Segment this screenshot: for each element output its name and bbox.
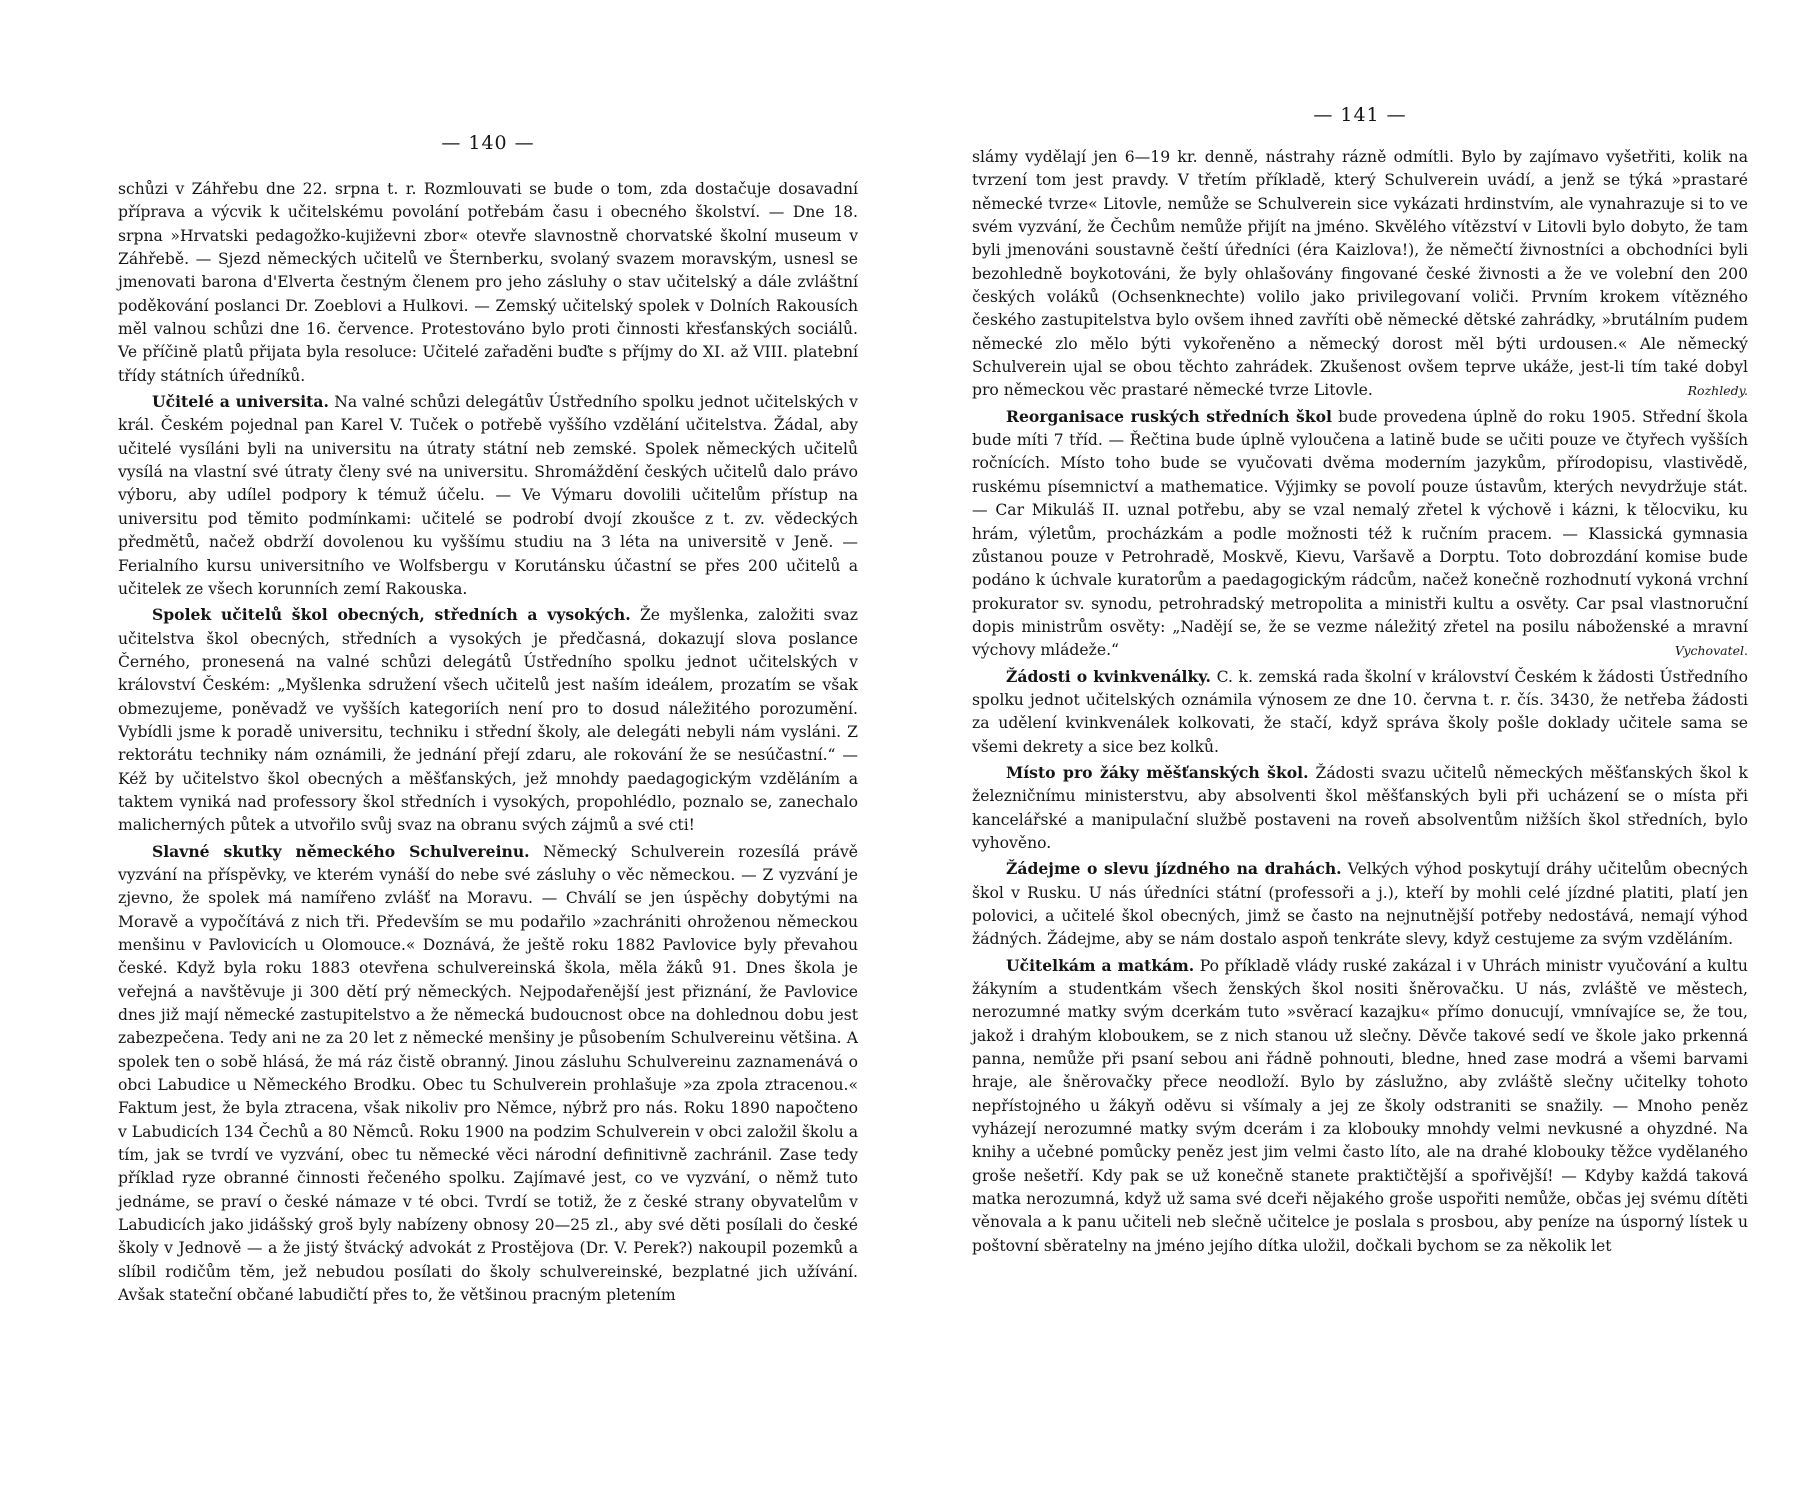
paragraph <box>118 390 858 601</box>
paragraph <box>972 146 1748 403</box>
page-text <box>972 146 1748 1258</box>
paragraph <box>972 857 1748 951</box>
paragraph-heading: Žádosti o kvinkvenálky. <box>1006 666 1211 686</box>
paragraph-heading: Učitelé a universita. <box>152 392 329 412</box>
paragraph-text: bude provedena úplně do roku 1905. Střední škola bude míti 7 tříd. — Řečtina bude úplně vyloučena a latině bude se učiti pouze ve čtyřech vyšších ročnících. Místo toho bude se vyučovati dvěma moderním jazykům, přírodopisu, vlastivědě, ruskému písemnictví a mathematice. Výjimky se povolí pouze ústavům, kterých nevydržuje stát. — Car Mikuláš II. uznal potřebu, aby se vzal nemalý zřetel k výchově i kázni, k tělocviku, ku hrám, výletům, procházkám a podle možnosti též k ručním pracem. — Klassická gymnasia zůstanou pouze v Petrohradě, Moskvě, Kievu, Varšavě a Dorptu. Toto dobrozdání komise bude podáno k úchvale kuratorům a paedagogickým rádcům, načež konečně rozhodnutí vykoná vrchní prokurator sv. synodu, petrohradský metropolita a ministři kultu a osvěty. Car psal vlastnoruční dopis ministrům osvěty: „Nadějí se, že se vezme náležitý zřetel na posilu náboženské a mravní výchovy mládeže.“ <box>972 407 1749 660</box>
source-citation: Vychovatel. <box>1674 643 1748 659</box>
paragraph <box>972 761 1748 855</box>
paragraph-text: C. k. zemská rada školní v království Českém k žádosti Ústředního spolku jednot učitelských oznámila výnosem ze dne 10. června t. r. čís. 3430, že netřeba žádosti za udělení kvinkvenálek kolkovati, že stačí, když správa školy pošle doklady učitele sama se všemi dekrety a sice bez kolků. <box>972 667 1748 756</box>
paragraph-heading: Místo pro žáky měšťanských škol. <box>1006 762 1309 782</box>
paragraph-text: schůzi v Záhřebu dne 22. srpna t. r. Rozmlouvati se bude o tom, zda dostačuje dosavadní příprava a výcvik k učitelskému povolání potřebám času i obecného školství. — Dne 18. srpna »Hrvatski pedagožko-kujiževni zbor« otevře slavnostně chorvatské školní museum v Záhřebě. — Sjezd německých učitelů ve Šternberku, svolaný svazem moravským, usnesl se jmenovati barona d'Elverta čestným členem pro jeho zásluhy o stav učitelský a dále zvláštní poděkování poslanci Dr. Zoeblovi a Hulkovi. — Zemský učitelský spolek v Dolních Rakousích měl valnou schůzi dne 16. července. Protestováno bylo proti činnosti křesťanských sociálů. Ve příčině platů přijata byla resoluce: Učitelé zařaděni buďte s příjmy do XI. až VIII. platební třídy státních úředníků. <box>118 180 858 385</box>
paragraph-text: Po příkladě vlády ruské zakázal i v Uhrách ministr vyučování a kultu žákyním a studentkám všech ženských škol nositi šněrovačku. U nás, zvláště ve městech, nerozumné matky svým dcerkám tuto »svěrací kazajku« přímo donucují, vmnívajíce se, že tou, jakož i drahým kloboukem, se z nich stanou už slečny. Děvče takové sedí ve škole jako prkenná panna, nemůže při psaní sebou ani řádně pohnouti, bledne, hned zase modrá a všemi barvami hraje, ale šněrovačky přece neodloží. Bylo by záslužno, aby zvláště slečny učitelky tohoto nepřístojného u žákyň oděvu si všímaly a jej ze školy odstraniti se snažily. — Mnoho peněz vyházejí nerozumné matky svým dcerám i za klobouky mnohdy velmi nevkusné a ohyzdné. Na knihy a učebné pomůcky peněz jest jim velmi často líto, ale na drahé klobouky těžce vydělaného groše nešetří. Kdy pak se už konečně stanete praktičtější a spořivější! — Kdyby každá taková matka nerozumná, když už sama své dceři nějakého groše uspořiti nemůže, občas jej svému dítěti věnovala a k panu učiteli neb slečně učitelce je poslala s prosbou, aby peníze na úsporný lístek u poštovní sběratelny na jméno jejího dítka uložil, dočkali bychom se za několik let <box>972 956 1748 1255</box>
paragraph <box>972 405 1748 663</box>
paragraph-text: Že myšlenka, založiti svaz učitelstva škol obecných, středních a vysokých je předčasná, dokazují slova poslance Černého, pronesená na valné schůzi delegátů Ústředního spolku jednot učitelských v království Českém: „Myšlenka sdružení všech učitelů jest naším ideálem, prozatím se však obmezujeme, poněvadž ve vyšších kategoriích není pro to dosud náležitého porozumění. Vybídli jsme k poradě universitu, techniku i střední školy, ale delegáti nebyli nám vysláni. Z rektorátu techniky nám oznámili, že jednání přejí zdaru, ale rokování že se nesúčastní.“ — Kéž by učitelstvo škol obecných a měšťanských, jež mnohdy paedagogickým vzděláním a taktem vyniká nad professory škol středních i vysokých, propohlédlo, poznalo se, zanechalo malicherných půtek a utvořilo svůj svaz na obranu svých zájmů a své cti! <box>118 606 858 835</box>
page-number: — 140 — <box>441 132 535 154</box>
paragraph-heading: Reorganisace ruských středních škol <box>1006 406 1332 426</box>
paragraph-text: slámy vydělají jen 6—19 kr. denně, nástrahy rázně odmítli. Bylo by zajímavo vyšetřiti, kolik na tvrzení tom jest pravdy. V třetím příkladě, který Schulverein uvádí, a jenž se týká »prastaré německé tvrze« Litovle, nemůže se Schulverein sice vykázati hrdinstvím, ale vynahrazuje si to ve svém vyzvání, že Čechům nemůže přijít na jméno. Skvělého vítězství v Litovli bylo dobyto, že tam byli jmenováni soustavně čeští úředníci (éra Kaizlova!), že němečtí živnostníci a obchodníci byli bezohledně boykotováni, že byly ohlašovány fingované české živnosti a že ve volební den 200 českých voláků (Ochsenknechte) volilo jako privilegovaní voliči. Prvním krokem vítězného českého zastupitelstva bylo ovšem ihned zavříti obě německé dětské zahrádky, »brutálním pudem německé zlo mělo býti vykořeněno a německý dorost měl býti urdousen.« Ale německý Schulverein ujal se obou těchto zahrádek. Zkušenost ovšem teprve ukáže, jest-li tím také dobyl pro německou věc prastaré německé tvrze Litovle. <box>972 148 1748 400</box>
page-number: — 141 — <box>1313 104 1407 126</box>
page-text <box>118 178 858 1308</box>
paragraph <box>118 840 858 1308</box>
paragraph <box>118 178 858 388</box>
paragraph-heading: Spolek učitelů škol obecných, středních a vysokých. <box>152 605 631 625</box>
paragraph <box>972 954 1748 1258</box>
paragraph-text: Na valné schůzi delegátův Ústředního spolku jednot učitelských v král. Českém pojednal pan Karel V. Tuček o potřebě vyššího vzdělání učitelstva. Žádal, aby učitelé vysíláni byli na universitu na útraty státní neb zemské. Spolek německých učitelů vysílá na vlastní své útraty členy své na universitu. Shromáždění českých učitelů dalo právo výboru, aby udílel podpory k témuž účelu. — Ve Výmaru dovolili učitelům přístup na universitu pod těmito podmínkami: učitelé se podrobí dvojí zkoušce z t. zv. vědeckých předmětů, načež obdrží dovolenou ku vyššímu studiu na 3 léta na universitě v Jeně. — Ferialního kursu universitního ve Wolfsbergu v Korutánsku účastní se přes 200 učitelů a učitelek ze všech korunních zemí Rakouska. <box>118 393 858 598</box>
paragraph <box>118 603 858 837</box>
paragraph-heading: Žádejme o slevu jízdného na drahách. <box>1006 859 1342 879</box>
paragraph-heading: Slavné skutky německého Schulvereinu. <box>152 841 530 861</box>
paragraph <box>972 665 1748 759</box>
paragraph-heading: Učitelkám a matkám. <box>1006 955 1195 975</box>
paragraph-text: Německý Schulverein rozesílá právě vyzvání na příspěvky, ve kterém vynáší do nebe své zásluhy o věc německou. — Z vyzvání je zjevno, že spolek má namířeno zvlášť na Moravu. — Chválí se jen úspěchy dobytými na Moravě a vypočítává z nich tři. Především se mu podařilo »zachrániti ohroženou německou menšinu v Pavlovicích u Olomouce.« Doznává, že ještě roku 1882 Pavlovice byly převahou české. Když byla roku 1883 otevřena schulvereinská škola, měla žáků 91. Dnes škola je veřejná a navštěvuje ji 300 dětí prý německých. Nejpodařenější jest přiznání, že Pavlovice dnes již mají německé zastupitelstvo a že německá budoucnost obce na dohlednou dobu jest zabezpečena. Tedy ani ne za 20 let z německé menšiny je působením Schulvereinu většina. A spolek ten o sobě hlásá, že má ráz čistě obranný. Jinou zásluhu Schulvereinu zaznamenává o obci Labudice u Německého Brodku. Obec tu Schulverein prohlašuje »za zpola ztracenou.« Faktum jest, že byla ztracena, však nikoliv pro Němce, nýbrž pro nás. Roku 1890 napočteno v Labudicích 134 Čechů a 80 Němců. Roku 1900 na podzim Schulverein v obci založil školu a tím, jak se tvrdí ve vyzvání, obec tu německé věci národní definitivně zachránil. Zase tedy příklad ryze obranné činnosti řečeného spolku. Zajímavé jest, co ve vyzvání, o němž tuto jednáme, se praví o české námaze v té obci. Tvrdí se totiž, že z české strany obyvatelům v Labudicích jako jidášský groš byly nabízeny obnosy 20—25 zl., aby své děti posílali do české školy v Jednově — a že jistý štvácký advokát z Prostějova (Dr. V. Perek?) nakoupil pozemků a slíbil rodičům těm, jež nebudou posílati do školy schulvereinské, bezplatné jich užívání. Avšak stateční občané labudičtí přes to, že většinou pracným pletením <box>118 842 858 1305</box>
paragraph-text: Velkých výhod poskytují dráhy učitelům obecných škol v Rusku. U nás úředníci státní (professoři a j.), kteří by mohli celé jízdné platiti, platí jen polovici, a učitelé škol obecných, jimž se často na nejnutnější potřeby nedostává, nemají výhod žádných. Žádejme, aby se nám dostalo aspoň tenkráte slevy, když cestujeme za svým vzděláním. <box>972 860 1748 949</box>
paragraph-text: Žádosti svazu učitelů německých měšťanských škol k železničnímu ministerstvu, aby absolventi škol měšťanských byli při ucházení se o místa při kancelářské a manipulační službě postaveni na roveň absolventům nižších škol středních, bylo vyhověno. <box>972 763 1748 852</box>
source-citation: Rozhledy. <box>1687 383 1748 399</box>
